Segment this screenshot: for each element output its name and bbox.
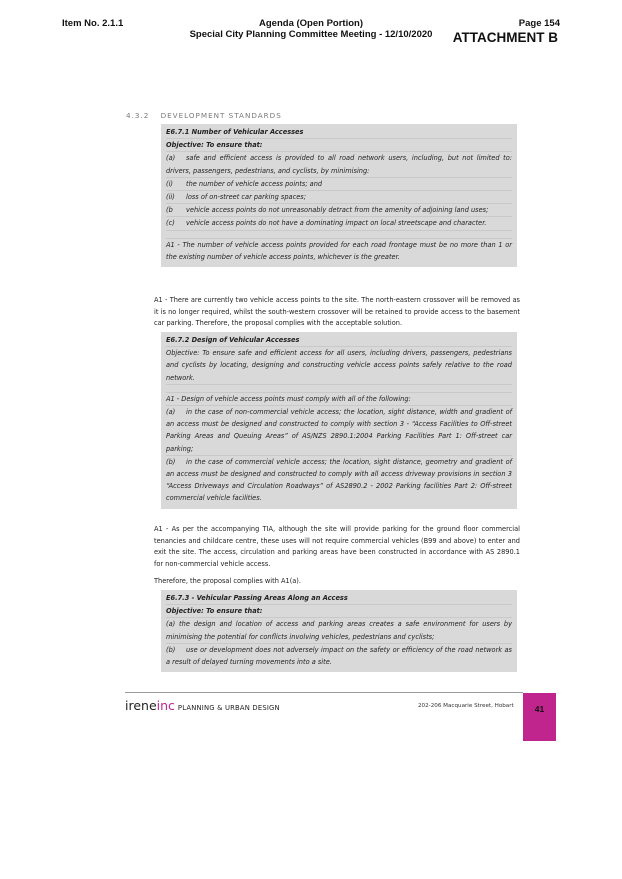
brand-logo: ireneinc PLANNING & URBAN DESIGN xyxy=(125,698,280,713)
section-title xyxy=(126,111,282,120)
footer-divider xyxy=(125,692,523,693)
clause-b: (b vehicle access points do not unreasonably detract from the amenity of adjoining land uses; xyxy=(166,204,512,217)
box-objective: Objective: To ensure that: xyxy=(166,605,512,618)
acceptable-solution-a1: A1 - Design of vehicle access points must comply with all of the following: xyxy=(166,393,512,406)
clause-a: (a) in the case of non-commercial vehicle access; the location, sight distance, width and gradient of an access must be designed and constructed to comply with section 3 - “Access Facilities to Off-street Parking Areas and Queuing Areas” of AS/NZS 2890.1:2004 Parking Facilities Part 1: Off-street car parking; xyxy=(166,406,512,456)
clause-ii: (ii) loss of on-street car parking spaces; xyxy=(166,191,512,204)
meeting-title: Special City Planning Committee Meeting - 12/10/2020 xyxy=(189,29,433,40)
item-number: Item No. 2.1.1 xyxy=(62,18,124,29)
section-number: 4.3.2 xyxy=(126,111,150,120)
assessment-paragraph-1: A1 - There are currently two vehicle access points to the site. The north-eastern crossover will be removed as it is no longer required, whilst the south-western crossover will be retained to provide access to the basement car parking. Therefore, the proposal complies with the acceptable solution. xyxy=(154,296,520,328)
standard-box-e6-7-2 xyxy=(161,332,517,509)
box-objective: Objective: To ensure safe and efficient access for all users, including drivers, passengers, pedestrians and cyclists by locating, designing and constructing vehicle access points safely relative to the road network. xyxy=(166,347,512,385)
assessment-conclusion: Therefore, the proposal complies with A1(a). xyxy=(154,577,301,585)
page-number: Page 154 xyxy=(518,18,560,29)
section-heading: DEVELOPMENT STANDARDS xyxy=(160,111,282,120)
clause-b: (b) use or development does not adversely impact on the safety or efficiency of the road network as a result of delayed turning movements into a site. xyxy=(166,645,512,667)
clause-c: (c) vehicle access points do not have a dominating impact on local streetscape and character. xyxy=(166,217,512,230)
clause-b: (b) in the case of commercial vehicle access; the location, sight distance, geometry and gradient of an access must be designed and constructed to comply with all access driveway provisions in section 3 “Access Driveways and Circulation Roadways” of AS2890.2 - 2002 Parking facilities Part 2: Off-street commercial vehicle facilities. xyxy=(166,457,512,503)
box-spacer xyxy=(166,231,512,239)
box-heading: E6.7.2 Design of Vehicular Accesses xyxy=(166,334,512,347)
assessment-paragraph-2: A1 - As per the accompanying TIA, although the site will provide parking for the ground floor commercial tenancies and childcare centre, these uses will not require commercial vehicles (B99 and above) to enter and exit the site. The access, circulation and parking areas have been constructed in accordance with AS 2890.1 for non-commercial vehicle access. xyxy=(154,525,520,568)
footer-address: 202-206 Macquarie Street, Hobart xyxy=(418,703,514,709)
box-spacer xyxy=(166,385,512,393)
box-heading: E6.7.3 - Vehicular Passing Areas Along an Access xyxy=(166,592,512,605)
box-objective: Objective: To ensure that: xyxy=(166,139,512,152)
clause-a: (a) the design and location of access and parking areas creates a safe environment for users by minimising the potential for conflicts involving vehicles, pedestrians and cyclists; xyxy=(166,618,512,643)
clause-a: (a) safe and efficient access is provided to all road network users, including, but not limited to: drivers, passengers, pedestrians, and cyclists, by minimising: xyxy=(166,152,512,177)
standard-box-e6-7-1 xyxy=(161,124,517,267)
footer-page-number: 41 xyxy=(534,704,545,714)
clause-i: (i) the number of vehicle access points; and xyxy=(166,178,512,191)
box-heading: E6.7.1 Number of Vehicular Accesses xyxy=(166,126,512,139)
standard-box-e6-7-3 xyxy=(161,590,517,672)
agenda-title: Agenda (Open Portion) xyxy=(259,18,363,29)
acceptable-solution-a1: A1 - The number of vehicle access points provided for each road frontage must be no more than 1 or the existing number of vehicle access points, whichever is the greater. xyxy=(166,240,512,261)
footer-page-tab xyxy=(523,693,556,741)
attachment-label: ATTACHMENT B xyxy=(452,30,558,45)
